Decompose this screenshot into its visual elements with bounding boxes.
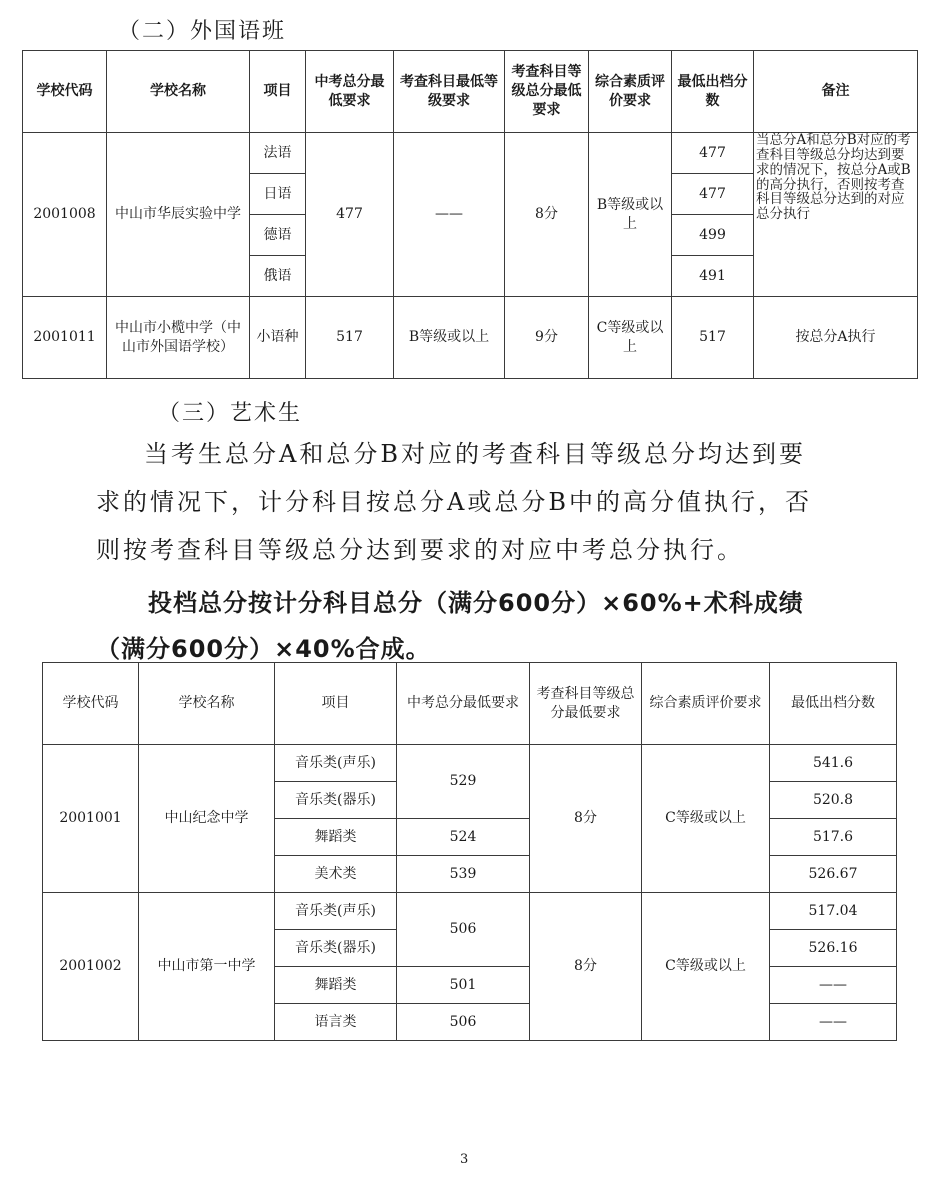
cutoff-cell: 477 [672, 133, 754, 174]
total-min-cell: 506 [397, 1004, 530, 1041]
header-grade-total-min: 考查科目等级总分最低要求 [530, 663, 642, 745]
total-min-cell: 501 [397, 967, 530, 1004]
grade-total-cell: 8分 [530, 745, 642, 893]
paragraph-line: （满分600分）×40%合成。 [96, 635, 431, 663]
item-cell: 美术类 [275, 856, 397, 893]
quality-cell: C等级或以上 [642, 893, 770, 1041]
header-item: 项目 [250, 51, 306, 133]
header-school-name: 学校名称 [139, 663, 275, 745]
grade-total-cell: 8分 [505, 133, 589, 297]
header-quality: 综合素质评价要求 [642, 663, 770, 745]
grade-total-cell: 9分 [505, 297, 589, 379]
item-cell: 小语种 [250, 297, 306, 379]
cutoff-cell: 491 [672, 256, 754, 297]
school-code: 2001008 [23, 133, 107, 297]
quality-cell: C等级或以上 [642, 745, 770, 893]
item-cell: 法语 [250, 133, 306, 174]
cutoff-cell: 526.16 [770, 930, 897, 967]
total-min-cell: 529 [397, 745, 530, 819]
header-school-code: 学校代码 [23, 51, 107, 133]
school-name: 中山市小榄中学（中山市外国语学校） [107, 297, 250, 379]
total-min-cell: 506 [397, 893, 530, 967]
cutoff-cell: 499 [672, 215, 754, 256]
total-min-cell: 524 [397, 819, 530, 856]
item-cell: 音乐类(声乐) [275, 893, 397, 930]
remark-cell: 当总分A和总分B对应的考查科目等级总分均达到要求的情况下，按总分A或B的高分执行，否则按考查科目等级总分达到的对应总分执行 [754, 133, 918, 297]
subject-min-cell: B等级或以上 [394, 297, 505, 379]
school-code: 2001001 [43, 745, 139, 893]
cutoff-cell: 517.6 [770, 819, 897, 856]
header-school-name: 学校名称 [107, 51, 250, 133]
cutoff-cell: —— [770, 967, 897, 1004]
cutoff-cell: —— [770, 1004, 897, 1041]
item-cell: 俄语 [250, 256, 306, 297]
art-students-table [42, 662, 897, 1041]
cutoff-cell: 477 [672, 174, 754, 215]
item-cell: 舞蹈类 [275, 967, 397, 1004]
item-cell: 音乐类(声乐) [275, 745, 397, 782]
header-item: 项目 [275, 663, 397, 745]
grade-total-cell: 8分 [530, 893, 642, 1041]
score-formula-paragraph [96, 580, 896, 672]
item-cell: 日语 [250, 174, 306, 215]
paragraph-line: 投档总分按计分科目总分（满分600分）×60%+术科成绩 [148, 589, 804, 617]
page-number: 3 [460, 1152, 469, 1167]
school-name: 中山纪念中学 [139, 745, 275, 893]
item-cell: 舞蹈类 [275, 819, 397, 856]
header-quality: 综合素质评价要求 [589, 51, 672, 133]
quality-cell: C等级或以上 [589, 297, 672, 379]
table-row [23, 297, 918, 379]
school-name: 中山市华辰实验中学 [107, 133, 250, 297]
cutoff-cell: 541.6 [770, 745, 897, 782]
section-heading-foreign-language: （二）外国语班 [118, 19, 287, 44]
item-cell: 音乐类(器乐) [275, 782, 397, 819]
paragraph-line: 则按考查科目等级总分达到要求的对应中考总分执行。 [96, 536, 744, 564]
remark-cell: 按总分A执行 [754, 297, 918, 379]
school-code: 2001011 [23, 297, 107, 379]
table-row [43, 893, 897, 930]
header-remark: 备注 [754, 51, 918, 133]
total-min-cell: 517 [306, 297, 394, 379]
cutoff-cell: 517.04 [770, 893, 897, 930]
paragraph-line: 求的情况下，计分科目按总分A或总分B中的高分值执行，否 [96, 488, 812, 516]
table-header-row [23, 51, 918, 133]
art-rule-paragraph [96, 430, 896, 574]
cutoff-cell: 526.67 [770, 856, 897, 893]
header-total-min: 中考总分最低要求 [306, 51, 394, 133]
table-header-row [43, 663, 897, 745]
total-min-cell: 539 [397, 856, 530, 893]
header-subject-min: 考查科目最低等级要求 [394, 51, 505, 133]
school-name: 中山市第一中学 [139, 893, 275, 1041]
cutoff-cell: 520.8 [770, 782, 897, 819]
table-row [23, 133, 918, 174]
header-cutoff: 最低出档分数 [770, 663, 897, 745]
item-cell: 德语 [250, 215, 306, 256]
cutoff-cell: 517 [672, 297, 754, 379]
paragraph-line: 当考生总分A和总分B对应的考查科目等级总分均达到要 [144, 440, 806, 468]
subject-min-cell: —— [394, 133, 505, 297]
header-cutoff: 最低出档分数 [672, 51, 754, 133]
foreign-language-table [22, 50, 918, 379]
total-min-cell: 477 [306, 133, 394, 297]
item-cell: 音乐类(器乐) [275, 930, 397, 967]
quality-cell: B等级或以上 [589, 133, 672, 297]
table-row [43, 745, 897, 782]
header-grade-total-min: 考查科目等级总分最低要求 [505, 51, 589, 133]
item-cell: 语言类 [275, 1004, 397, 1041]
header-total-min: 中考总分最低要求 [397, 663, 530, 745]
section-heading-art-students: （三）艺术生 [158, 401, 303, 426]
school-code: 2001002 [43, 893, 139, 1041]
header-school-code: 学校代码 [43, 663, 139, 745]
